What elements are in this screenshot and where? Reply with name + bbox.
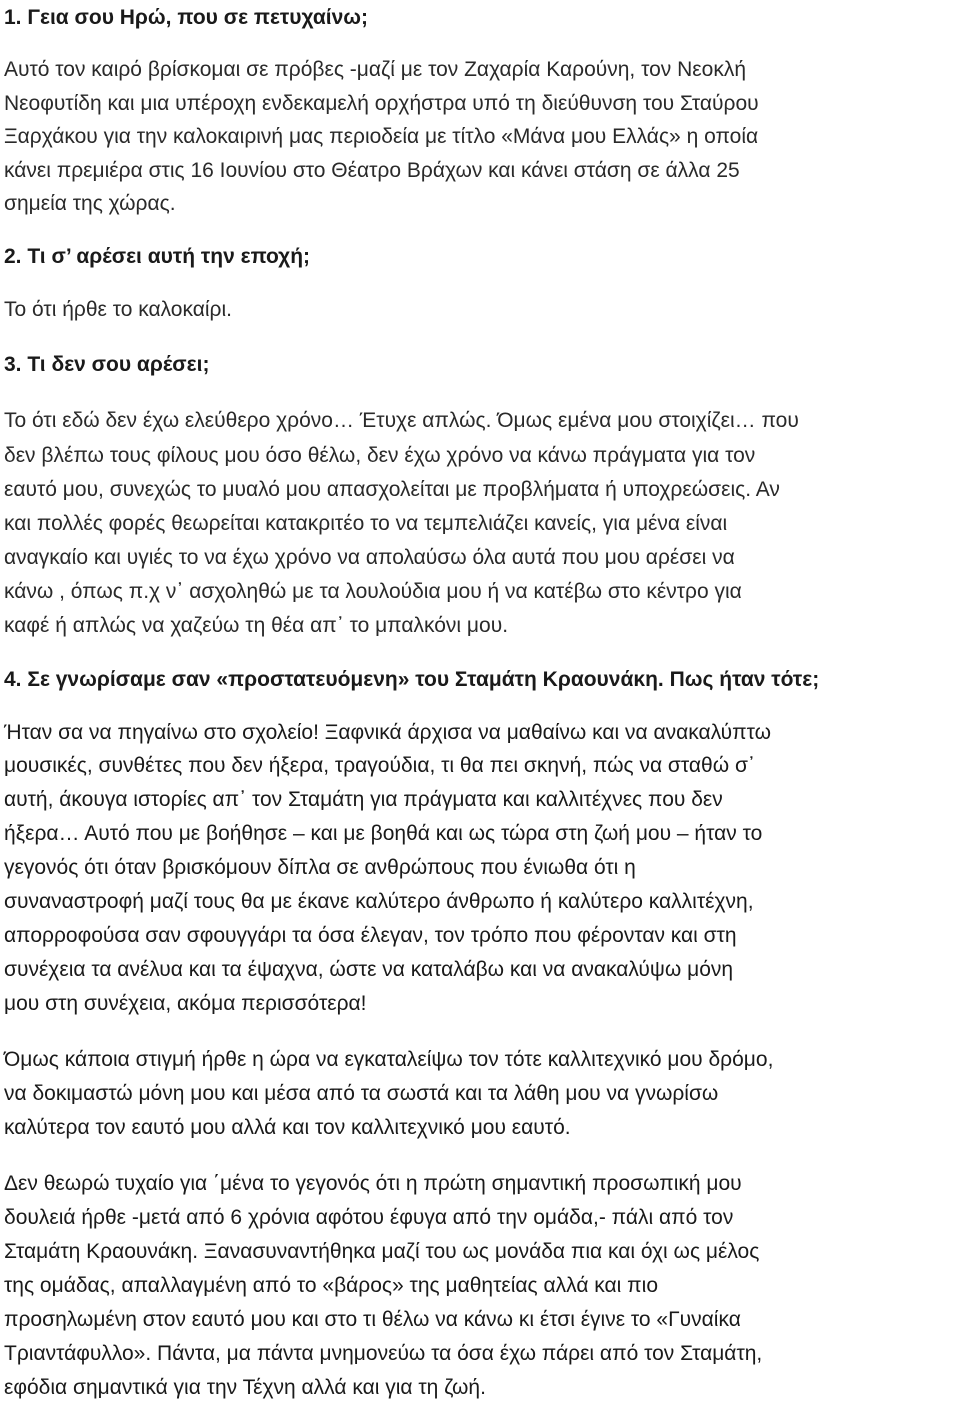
answer-4-p1-line-5: γεγονός ότι όταν βρισκόμουν δίπλα σε ανθρώπους που ένιωθα ότι η xyxy=(4,856,636,879)
answer-4-p3-line-3: Σταμάτη Κραουνάκη. Ξανασυναντήθηκα μαζί του ως μονάδα πια και όχι ως μέλος xyxy=(4,1240,760,1263)
question-4-main: 4. Σε γνωρίσαμε σαν «προστατευόμενη» του Σταμάτη Κραουνάκη. xyxy=(4,668,664,691)
question-1: 1. Γεια σου Ηρώ, που σε πετυχαίνω; xyxy=(4,6,369,29)
answer-2: Το ότι ήρθε το καλοκαίρι. xyxy=(4,298,232,321)
answer-1-line-2: Νεοφυτίδη και μια υπέροχη ενδεκαμελή ορχήστρα υπό τη διεύθυνση του Σταύρου xyxy=(4,92,759,115)
answer-4-p3-line-1: Δεν θεωρώ τυχαίο για ΄μένα το γεγονός ότι η πρώτη σημαντική προσωπική μου xyxy=(4,1172,742,1195)
answer-3-line-2: δεν βλέπω τους φίλους μου όσο θέλω, δεν έχω χρόνο να κάνω πράγματα για τον xyxy=(4,444,756,467)
answer-4-p3-line-5: προσηλωμένη στον εαυτό μου και στο τι θέλω να κάνω κι έτσι έγινε το «Γυναίκα xyxy=(4,1308,741,1331)
answer-3-line-6: κάνω , όπως π.χ ν᾽ ασχοληθώ με τα λουλούδια μου ή να κατέβω στο κέντρο για xyxy=(4,580,742,603)
answer-4-p1-line-6: συναναστροφή μαζί τους θα με έκανε καλύτερο άνθρωπο ή καλύτερο καλλιτέχνη, xyxy=(4,890,754,913)
answer-1-line-3: Ξαρχάκου για την καλοκαιρινή μας περιοδεία με τίτλο «Μάνα μου Ελλάς» η οποία xyxy=(4,125,759,148)
answer-3-line-7: καφέ ή απλώς να χαζεύω τη θέα απ᾽ το μπαλκόνι μου. xyxy=(4,614,509,637)
answer-4-p2-line-1: Όμως κάποια στιγμή ήρθε η ώρα να εγκαταλείψω τον τότε καλλιτεχνικό μου δρόμο, xyxy=(4,1048,774,1071)
answer-4-p3-line-6: Τριαντάφυλλο». Πάντα, μα πάντα μνημονεύω τα όσα έχω πάρει από τον Σταμάτη, xyxy=(4,1342,763,1365)
answer-4-p3-line-7: εφόδια σημαντικά για την Τέχνη αλλά και για τη ζωή. xyxy=(4,1376,486,1399)
answer-4-p1-line-3: αυτή, άκουγα ιστορίες απ᾽ τον Σταμάτη για πράγματα και καλλιτέχνες που δεν xyxy=(4,788,723,811)
answer-4-p2-line-2: να δοκιμαστώ μόνη μου και μέσα από τα σωστά και τα λάθη μου να γνωρίσω xyxy=(4,1082,719,1105)
answer-4-p1-line-9: μου στη συνέχεια, ακόμα περισσότερα! xyxy=(4,992,367,1015)
answer-4-p1-line-1: Ήταν σα να πηγαίνω στο σχολείο! Ξαφνικά άρχισα να μαθαίνω και να ανακαλύπτω xyxy=(4,721,772,744)
answer-4-p3-line-2: δουλειά ήρθε -μετά από 6 χρόνια αφότου έφυγα από την ομάδα,- πάλι από τον xyxy=(4,1206,734,1229)
question-4 xyxy=(4,666,819,694)
answer-1-line-4: κάνει πρεμιέρα στις 16 Ιουνίου στο Θέατρο Βράχων και κάνει στάση σε άλλα 25 xyxy=(4,159,740,182)
question-2: 2. Τι σ’ αρέσει αυτή την εποχή; xyxy=(4,245,311,268)
answer-4-p3-line-4: της ομάδας, απαλλαγμένη από το «βάρος» της μαθητείας αλλά και πιο xyxy=(4,1274,659,1297)
answer-3-line-4: και πολλές φορές θεωρείται κατακριτέο το να τεμπελιάζει κανείς, για μένα είναι xyxy=(4,512,728,535)
answer-1-line-5: σημεία της χώρας. xyxy=(4,192,176,215)
question-3: 3. Τι δεν σου αρέσει; xyxy=(4,353,210,376)
answer-4-p1-line-7: απορροφούσα σαν σφουγγάρι τα όσα έλεγαν, τον τρόπο που φέρονταν και στη xyxy=(4,924,737,947)
answer-4-p2-line-3: καλύτερα τον εαυτό μου αλλά και τον καλλιτεχνικό μου εαυτό. xyxy=(4,1116,571,1139)
answer-1-line-1: Αυτό τον καιρό βρίσκομαι σε πρόβες -μαζί με τον Ζαχαρία Καρούνη, τον Νεοκλή xyxy=(4,58,747,81)
answer-4-p1-line-8: συνέχεια τα ανέλυα και τα έψαχνα, ώστε να καταλάβω και να ανακαλύψω μόνη xyxy=(4,958,734,981)
answer-4-p1-line-2: μουσικές, συνθέτες που δεν ήξερα, τραγούδια, τι θα πει σκηνή, πώς να σταθώ σ᾽ xyxy=(4,754,755,777)
answer-3-line-5: αναγκαίο και υγιές το να έχω χρόνο να απολαύσω όλα αυτά που μου αρέσει να xyxy=(4,546,735,569)
answer-4-p1-line-4: ήξερα… Αυτό που με βοήθησε – και με βοηθά και ως τώρα στη ζωή μου – ήταν το xyxy=(4,822,763,845)
question-4-followup: Πως ήταν τότε; xyxy=(669,668,820,691)
answer-3-line-1: Το ότι εδώ δεν έχω ελεύθερο χρόνο… Έτυχε απλώς. Όμως εμένα μου στοιχίζει… που xyxy=(4,409,799,432)
answer-3-line-3: εαυτό μου, συνεχώς το μυαλό μου απασχολείται με προβλήματα ή υποχρεώσεις. Αν xyxy=(4,478,780,501)
